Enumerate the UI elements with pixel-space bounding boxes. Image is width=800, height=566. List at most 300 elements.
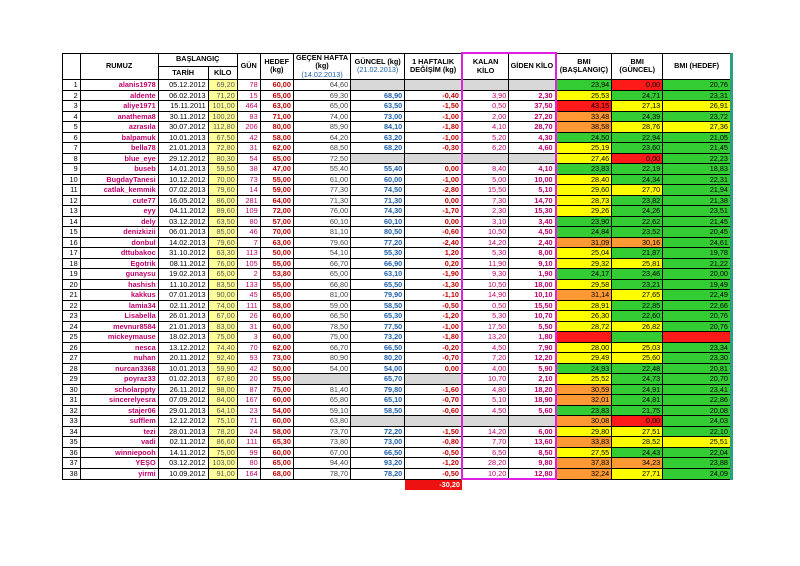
bmi-baslangic-cell: 43,15 [556,101,612,112]
hedef-cell: 71,00 [260,111,293,122]
kilo-cell: 75,00 [208,447,237,458]
kilo-cell: 80,30 [208,153,237,164]
degisim-cell: -1,20 [405,458,462,469]
hedef-cell: 63,00 [260,101,293,112]
header-gecen-hafta [293,53,350,80]
row-number: 22 [63,300,81,311]
bmi-guncel-cell: 30,16 [612,237,663,248]
rumuz-cell: bella78 [80,143,158,154]
row-number: 24 [63,321,81,332]
degisim-cell: -1,00 [405,321,462,332]
bmi-baslangic-cell: 27,55 [556,447,612,458]
gun-cell: 15 [237,90,260,101]
header-guncel-label: GÜNCEL (kg) [354,56,401,66]
giden-kilo-cell [509,153,556,164]
empty-cell [208,479,237,490]
gun-cell: 70 [237,342,260,353]
bmi-baslangic-cell: 28,72 [556,321,612,332]
bmi-guncel-cell: 25,03 [612,342,663,353]
bmi-hedef-cell: 21,45 [663,216,732,227]
giden-kilo-cell: 5,10 [509,185,556,196]
guncel-cell: 66,50 [351,342,405,353]
bmi-baslangic-cell: 26,30 [556,311,612,322]
kalan-kilo-cell: 5,30 [462,248,509,259]
table-row [63,384,732,395]
kalan-kilo-cell: 2,00 [462,111,509,122]
table-row [63,237,732,248]
degisim-cell [405,80,462,91]
gecen-hafta-cell: 65,00 [293,269,350,280]
degisim-cell: -1,00 [405,111,462,122]
hedef-cell: 57,00 [260,216,293,227]
hedef-cell: 60,00 [260,416,293,427]
table-row [63,311,732,322]
rumuz-cell: tezi [80,426,158,437]
gun-cell: 80 [237,458,260,469]
row-number: 7 [63,143,81,154]
kalan-kilo-cell [462,153,509,164]
row-number: 32 [63,405,81,416]
row-number: 36 [63,447,81,458]
table-row [63,279,732,290]
degisim-cell: -0,50 [405,447,462,458]
bmi-hedef-cell: 21,05 [663,132,732,143]
rumuz-cell: aldente [80,90,158,101]
hedef-cell: 60,00 [260,395,293,406]
gun-cell: 31 [237,143,260,154]
rumuz-cell: poyraz33 [80,374,158,385]
bmi-baslangic-cell: 31,09 [556,237,612,248]
row-number: 38 [63,468,81,479]
guncel-cell: 63,20 [351,132,405,143]
bmi-guncel-cell: 28,52 [612,437,663,448]
giden-kilo-cell: 1,80 [509,332,556,343]
hedef-cell: 47,00 [260,164,293,175]
kalan-kilo-cell [462,80,509,91]
giden-kilo-cell: 5,60 [509,405,556,416]
kilo-cell: 84,00 [208,395,237,406]
bmi-guncel-cell: 25,81 [612,258,663,269]
gun-cell: 38 [237,164,260,175]
bmi-baslangic-cell: 33,83 [556,437,612,448]
bmi-baslangic-cell: 32,24 [556,468,612,479]
gun-cell: 2 [237,269,260,280]
giden-kilo-cell: 18,00 [509,279,556,290]
rumuz-cell: nesca [80,342,158,353]
guncel-cell: 58,50 [351,405,405,416]
gecen-hafta-cell: 59,00 [293,300,350,311]
kilo-cell: 86,00 [208,195,237,206]
guncel-cell: 55,40 [351,164,405,175]
kalan-kilo-cell: 4,10 [462,122,509,133]
bmi-baslangic-cell: 23,83 [556,164,612,175]
kilo-cell: 64,10 [208,405,237,416]
guncel-cell: 78,20 [351,468,405,479]
gecen-hafta-cell: 77,30 [293,185,350,196]
tarih-cell: 03.12.2012 [158,216,208,227]
row-number: 6 [63,132,81,143]
row-number: 16 [63,237,81,248]
gecen-hafta-cell: 74,00 [293,111,350,122]
bmi-hedef-cell: 20,00 [663,269,732,280]
hedef-cell: 65,30 [260,437,293,448]
empty-cell [462,479,509,490]
giden-kilo-cell: 4,60 [509,143,556,154]
kalan-kilo-cell: 10,50 [462,279,509,290]
header-guncel [351,53,405,80]
gecen-hafta-cell: 81,10 [293,227,350,238]
gun-cell: 42 [237,132,260,143]
rumuz-cell: kakkus [80,290,158,301]
row-number: 29 [63,374,81,385]
kalan-kilo-cell: 0,50 [462,300,509,311]
rumuz-cell: sufflem [80,416,158,427]
kilo-cell: 74,40 [208,342,237,353]
degisim-cell: -2,80 [405,185,462,196]
rumuz-cell: balpamuk [80,132,158,143]
bmi-baslangic-cell: 24,50 [556,132,612,143]
header-tarih: TARİH [158,66,208,79]
bmi-baslangic-cell: 28,73 [556,195,612,206]
kilo-cell: 89,60 [208,206,237,217]
weight-tracking-table [62,52,733,490]
bmi-hedef-cell: 20,76 [663,80,732,91]
hedef-cell: 58,00 [260,426,293,437]
giden-kilo-cell: 15,50 [509,300,556,311]
degisim-cell: -0,70 [405,395,462,406]
gecen-hafta-cell: 54,00 [293,363,350,374]
gecen-hafta-cell: 71,30 [293,195,350,206]
kilo-cell: 59,50 [208,164,237,175]
header-hedef: HEDEF (kg) [260,53,293,80]
gecen-hafta-cell: 78,70 [293,468,350,479]
bmi-guncel-cell: 23,21 [612,279,663,290]
table-row [63,185,732,196]
kilo-cell: 63,30 [208,248,237,259]
bmi-guncel-cell: 27,70 [612,185,663,196]
guncel-cell: 54,00 [351,363,405,374]
gecen-hafta-cell: 55,40 [293,164,350,175]
gecen-hafta-cell: 66,70 [293,342,350,353]
table-row [63,395,732,406]
giden-kilo-cell: 10,70 [509,311,556,322]
gun-cell: 111 [237,437,260,448]
guncel-cell: 77,50 [351,321,405,332]
gecen-hafta-cell: 73,70 [293,426,350,437]
bmi-guncel-cell: 24,91 [612,384,663,395]
table-row [63,269,732,280]
row-number: 27 [63,353,81,364]
bmi-hedef-cell: 20,76 [663,321,732,332]
table-row [63,258,732,269]
row-number: 31 [63,395,81,406]
bmi-hedef-cell: 23,51 [663,206,732,217]
giden-kilo-cell: 10,10 [509,290,556,301]
gecen-hafta-cell: 69,30 [293,90,350,101]
kalan-kilo-cell: 2,30 [462,206,509,217]
gun-cell: 99 [237,447,260,458]
bmi-guncel-cell: 22,19 [612,164,663,175]
bmi-guncel-cell: 22,48 [612,363,663,374]
giden-kilo-cell: 4,10 [509,164,556,175]
bmi-guncel-cell: 22,94 [612,132,663,143]
tarih-cell: 18.02.2013 [158,332,208,343]
bmi-hedef-cell: 22,49 [663,290,732,301]
kilo-cell: 65,00 [208,269,237,280]
gun-cell: 111 [237,300,260,311]
gecen-hafta-cell: 81,00 [293,290,350,301]
empty-cell [80,479,158,490]
bmi-hedef-cell: 20,45 [663,227,732,238]
bmi-guncel-cell: 27,13 [612,101,663,112]
hedef-cell: 60,00 [260,311,293,322]
bmi-hedef-cell: 23,72 [663,111,732,122]
gecen-hafta-cell: 63,80 [293,416,350,427]
tarih-cell: 14.11.2012 [158,447,208,458]
rumuz-cell: Egotrik [80,258,158,269]
tarih-cell: 07.09.2012 [158,395,208,406]
bmi-hedef-cell: 22,86 [663,395,732,406]
row-number: 3 [63,101,81,112]
bmi-baslangic-cell: 28,91 [556,300,612,311]
bmi-baslangic-cell: 25,19 [556,143,612,154]
giden-kilo-cell: 2,40 [509,237,556,248]
header-haftalik-degisim: 1 HAFTALIK DEĞİŞİM (kg) [405,53,462,80]
giden-kilo-cell: 1,90 [509,269,556,280]
kilo-cell: 70,00 [208,174,237,185]
header-rumuz: RUMUZ [80,53,158,80]
table-row [63,132,732,143]
bmi-hedef-cell: 22,23 [663,153,732,164]
hedef-cell: 55,00 [260,258,293,269]
rumuz-cell: nuhan [80,353,158,364]
degisim-cell: -0,20 [405,342,462,353]
kalan-kilo-cell: 3,10 [462,216,509,227]
bmi-guncel-cell: 27,71 [612,468,663,479]
degisim-cell: -1,00 [405,132,462,143]
table-row [63,405,732,416]
guncel-cell [351,416,405,427]
gun-cell: 45 [237,290,260,301]
giden-kilo-cell: 10,00 [509,174,556,185]
rumuz-cell: azrasıla [80,122,158,133]
giden-kilo-cell: 7,90 [509,342,556,353]
row-number: 11 [63,185,81,196]
kalan-kilo-cell: 4,50 [462,342,509,353]
kilo-cell: 112,80 [208,122,237,133]
tarih-cell: 11.10.2012 [158,279,208,290]
guncel-cell: 60,00 [351,174,405,185]
degisim-cell: -1,80 [405,122,462,133]
empty-cell [612,479,663,490]
tarih-cell: 12.12.2012 [158,416,208,427]
kilo-cell: 67,50 [208,132,237,143]
hedef-cell: 58,00 [260,300,293,311]
kalan-kilo-cell: 11,90 [462,258,509,269]
bmi-guncel-cell [612,332,663,343]
bmi-baslangic-cell: 29,80 [556,426,612,437]
header-bmi-hedef: BMI (HEDEF) [663,53,732,80]
guncel-cell: 77,20 [351,237,405,248]
giden-kilo-cell: 37,50 [509,101,556,112]
row-number: 17 [63,248,81,259]
kilo-cell: 83,50 [208,279,237,290]
header-bmi-baslangic: BMI (BAŞLANGIÇ) [556,53,612,80]
degisim-cell [405,374,462,385]
hedef-cell: 63,00 [260,237,293,248]
bmi-baslangic-cell: 25,53 [556,90,612,101]
degisim-cell: 0,00 [405,216,462,227]
hedef-cell: 80,00 [260,122,293,133]
giden-kilo-cell: 2,30 [509,90,556,101]
guncel-cell: 65,70 [351,374,405,385]
kilo-cell: 83,00 [208,321,237,332]
bmi-hedef-cell: 21,45 [663,143,732,154]
tarih-cell: 07.01.2013 [158,290,208,301]
gun-cell: 3 [237,332,260,343]
rumuz-cell: denizkizii [80,227,158,238]
kalan-kilo-cell: 10,50 [462,227,509,238]
row-number: 34 [63,426,81,437]
bmi-guncel-cell: 21,75 [612,405,663,416]
kilo-cell: 67,80 [208,374,237,385]
bmi-baslangic-cell: 27,46 [556,153,612,164]
kilo-cell: 72,80 [208,143,237,154]
kilo-cell: 69,20 [208,80,237,91]
empty-cell [260,479,293,490]
rumuz-cell: Lisabella [80,311,158,322]
giden-kilo-cell: 5,90 [509,363,556,374]
hedef-cell: 60,00 [260,321,293,332]
gecen-hafta-cell: 76,00 [293,206,350,217]
hedef-cell: 53,80 [260,269,293,280]
kalan-kilo-cell: 0,50 [462,101,509,112]
guncel-cell: 65,10 [351,395,405,406]
table-row [63,195,732,206]
gecen-hafta-cell: 79,60 [293,237,350,248]
bmi-hedef-cell: 18,83 [663,164,732,175]
degisim-cell: 0,00 [405,164,462,175]
gun-cell: 20 [237,374,260,385]
giden-kilo-cell: 14,70 [509,195,556,206]
table-row [63,374,732,385]
kilo-cell: 74,00 [208,300,237,311]
bmi-guncel-cell: 24,26 [612,206,663,217]
guncel-cell: 74,50 [351,185,405,196]
row-number: 30 [63,384,81,395]
row-number: 21 [63,290,81,301]
hedef-cell: 70,00 [260,227,293,238]
giden-kilo-cell: 27,20 [509,111,556,122]
bmi-guncel-cell: 21,87 [612,248,663,259]
tarih-cell: 14.02.2013 [158,237,208,248]
giden-kilo-cell [509,416,556,427]
total-row [63,479,732,490]
degisim-cell: -2,40 [405,237,462,248]
gecen-hafta-cell: 75,00 [293,332,350,343]
bmi-hedef-cell: 22,10 [663,426,732,437]
header-gecen-hafta-date: (14.02.2013) [301,69,343,79]
table-row [63,342,732,353]
kalan-kilo-cell: 10,20 [462,468,509,479]
tarih-cell: 29.12.2012 [158,153,208,164]
rumuz-cell: stajer06 [80,405,158,416]
degisim-cell: -1,60 [405,384,462,395]
kalan-kilo-cell: 5,10 [462,395,509,406]
gun-cell: 87 [237,384,260,395]
tarih-cell: 10.01.2013 [158,132,208,143]
row-number: 10 [63,174,81,185]
rumuz-cell: cute77 [80,195,158,206]
guncel-cell: 68,90 [351,90,405,101]
bmi-baslangic-cell: 30,08 [556,416,612,427]
empty-cell [237,479,260,490]
bmi-hedef-cell: 26,91 [663,101,732,112]
guncel-cell: 63,50 [351,101,405,112]
degisim-cell: -0,60 [405,405,462,416]
empty-cell [556,479,612,490]
bmi-baslangic-cell: 24,84 [556,227,612,238]
bmi-hedef-cell: 24,61 [663,237,732,248]
kalan-kilo-cell: 14,20 [462,237,509,248]
rumuz-cell: hashish [80,279,158,290]
header-gecen-hafta-label: GEÇEN HAFTA (kg) [295,53,349,70]
bmi-hedef-cell: 19,49 [663,279,732,290]
kilo-cell: 98,00 [208,384,237,395]
degisim-cell: -1,30 [405,279,462,290]
bmi-baslangic-cell: 28,00 [556,342,612,353]
hedef-cell: 65,00 [260,458,293,469]
kilo-cell: 92,40 [208,353,237,364]
bmi-guncel-cell: 24,71 [612,90,663,101]
guncel-cell: 55,30 [351,248,405,259]
tarih-cell: 28.01.2013 [158,426,208,437]
tarih-cell: 15.11.2011 [158,101,208,112]
table-row [63,468,732,479]
header-kilo: KİLO [208,66,237,79]
bmi-hedef-cell: 22,66 [663,300,732,311]
giden-kilo-cell: 9,10 [509,258,556,269]
tarih-cell: 30.11.2012 [158,111,208,122]
bmi-baslangic-cell: 29,26 [556,206,612,217]
gecen-hafta-cell: 73,80 [293,437,350,448]
rumuz-cell: dely [80,216,158,227]
guncel-cell: 71,30 [351,195,405,206]
tarih-cell: 02.11.2012 [158,437,208,448]
kilo-cell: 78,20 [208,426,237,437]
bmi-guncel-cell: 0,00 [612,416,663,427]
tarih-cell: 31.10.2012 [158,248,208,259]
giden-kilo-cell: 12,80 [509,468,556,479]
degisim-cell [405,416,462,427]
bmi-baslangic-cell: 23,83 [556,405,612,416]
guncel-cell: 60,10 [351,216,405,227]
gun-cell: 46 [237,227,260,238]
bmi-guncel-cell: 24,39 [612,111,663,122]
rumuz-cell: scholarppty [80,384,158,395]
gecen-hafta-cell: 81,40 [293,384,350,395]
table-row [63,164,732,175]
guncel-cell: 66,90 [351,258,405,269]
bmi-guncel-cell: 28,76 [612,122,663,133]
guncel-cell: 79,80 [351,384,405,395]
rumuz-cell: mevnur8584 [80,321,158,332]
gecen-hafta-cell: 78,50 [293,321,350,332]
hedef-cell: 68,00 [260,468,293,479]
kalan-kilo-cell: 14,90 [462,290,509,301]
hedef-cell: 55,00 [260,279,293,290]
bmi-guncel-cell: 23,60 [612,143,663,154]
